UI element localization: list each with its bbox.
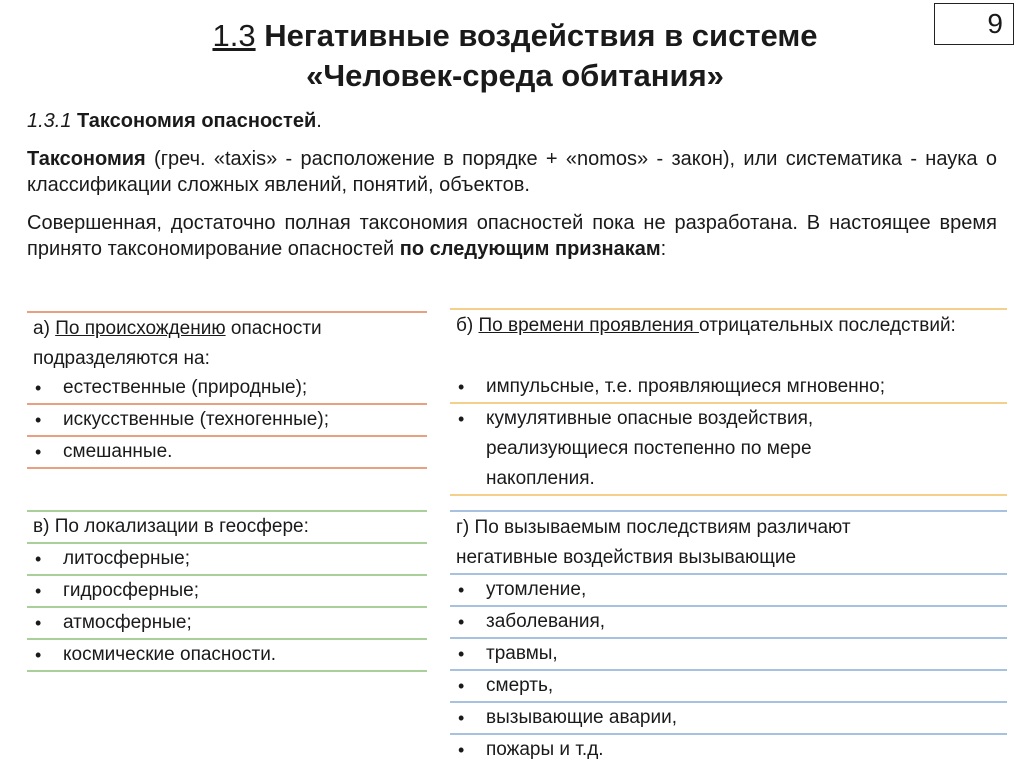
list-item-text: литосферные; bbox=[63, 548, 191, 569]
box-time-header bbox=[456, 311, 1001, 341]
box-origin-top-rule bbox=[27, 311, 427, 313]
list-item-text: космические опасности. bbox=[63, 644, 277, 665]
taxonomy-note-text: Совершенная, достаточно полная таксономия опасностей пока не разработана. В настоящее время принято таксономирование опасностей bbox=[27, 212, 997, 260]
title-number: 1.3 bbox=[212, 18, 256, 53]
bullet-icon: • bbox=[458, 676, 465, 696]
title-line-1 bbox=[120, 16, 910, 56]
box-consequences bbox=[450, 510, 1007, 764]
list-item-text: естественные (природные); bbox=[63, 377, 308, 398]
taxonomy-note-end: : bbox=[660, 238, 667, 260]
page-number: 9 bbox=[934, 3, 1014, 45]
list-item-text: атмосферные; bbox=[63, 612, 192, 633]
box-time-bottom-rule bbox=[450, 494, 1007, 496]
box-origin-criterion: По происхождению bbox=[55, 318, 226, 339]
list-item-text: заболевания, bbox=[486, 611, 606, 632]
bullet-icon: • bbox=[458, 409, 465, 429]
bullet-icon: • bbox=[458, 644, 465, 664]
list-item-text: смешанные. bbox=[63, 441, 173, 462]
list-item-text: пожары и т.д. bbox=[486, 739, 604, 760]
slide-title bbox=[120, 16, 910, 96]
taxonomy-term: Таксономия bbox=[27, 148, 146, 170]
box-localization-header: в) По локализации в геосфере: bbox=[33, 516, 309, 537]
box-time-suffix: отрицательных последствий: bbox=[698, 315, 956, 336]
list-item-text: травмы, bbox=[486, 643, 558, 664]
taxonomy-note bbox=[27, 210, 997, 262]
title-text-1: Негативные воздействия в системе bbox=[264, 18, 818, 53]
bullet-icon: • bbox=[35, 378, 42, 398]
bullet-icon: • bbox=[35, 549, 42, 569]
box-origin-bottom-rule bbox=[27, 467, 427, 469]
title-line-2: «Человек-среда обитания» bbox=[306, 58, 724, 93]
list-item-text: искусственные (техногенные); bbox=[63, 409, 329, 430]
subsection-end: . bbox=[316, 110, 322, 132]
box-time-criterion: По времени проявления bbox=[478, 315, 699, 336]
bullet-icon: • bbox=[458, 740, 465, 760]
box-origin-prefix: а) bbox=[33, 318, 56, 339]
bullet-icon: • bbox=[458, 708, 465, 728]
taxonomy-note-bold: по следующим признакам bbox=[399, 238, 661, 260]
box-origin-header bbox=[33, 314, 421, 374]
list-item-text: смерть, bbox=[486, 675, 554, 696]
list-item-text: гидросферные; bbox=[63, 580, 200, 601]
taxonomy-definition-text: (греч. «taxis» - расположение в порядке + «nomos» - закон), или систематика - наука о классификации сложных явлений, понятий, объектов. bbox=[27, 148, 997, 196]
box-consequences-header: г) По вызываемым последствиям различают негативные воздействия вызывающие bbox=[456, 517, 851, 568]
box-time-top-rule bbox=[450, 308, 1007, 310]
box-origin bbox=[27, 311, 427, 467]
bullet-icon: • bbox=[35, 613, 42, 633]
box-localization bbox=[27, 510, 427, 670]
box-localization-bottom-rule bbox=[27, 670, 427, 672]
bullet-icon: • bbox=[35, 645, 42, 665]
bullet-icon: • bbox=[458, 377, 465, 397]
list-item-text: импульсные, т.е. проявляющиеся мгновенно; bbox=[486, 376, 886, 397]
subsection-heading bbox=[27, 108, 997, 134]
box-time bbox=[450, 308, 1007, 494]
subsection-number: 1.3.1 bbox=[27, 110, 72, 132]
box-consequences-top-rule bbox=[450, 510, 1007, 512]
bullet-icon: • bbox=[35, 581, 42, 601]
taxonomy-definition bbox=[27, 146, 997, 198]
bullet-icon: • bbox=[35, 410, 42, 430]
bullet-icon: • bbox=[35, 442, 42, 462]
subsection-title: Таксономия опасностей bbox=[77, 110, 317, 132]
list-item-text: утомление, bbox=[486, 579, 587, 600]
bullet-icon: • bbox=[458, 580, 465, 600]
box-time-prefix: б) bbox=[456, 315, 479, 336]
box-origin-suffix: опасности подразделяются на: bbox=[33, 318, 322, 369]
list-item-text: вызывающие аварии, bbox=[486, 707, 677, 728]
list-item-text: кумулятивные опасные воздействия, реализующиеся постепенно по мере накопления. bbox=[486, 408, 814, 489]
bullet-icon: • bbox=[458, 612, 465, 632]
